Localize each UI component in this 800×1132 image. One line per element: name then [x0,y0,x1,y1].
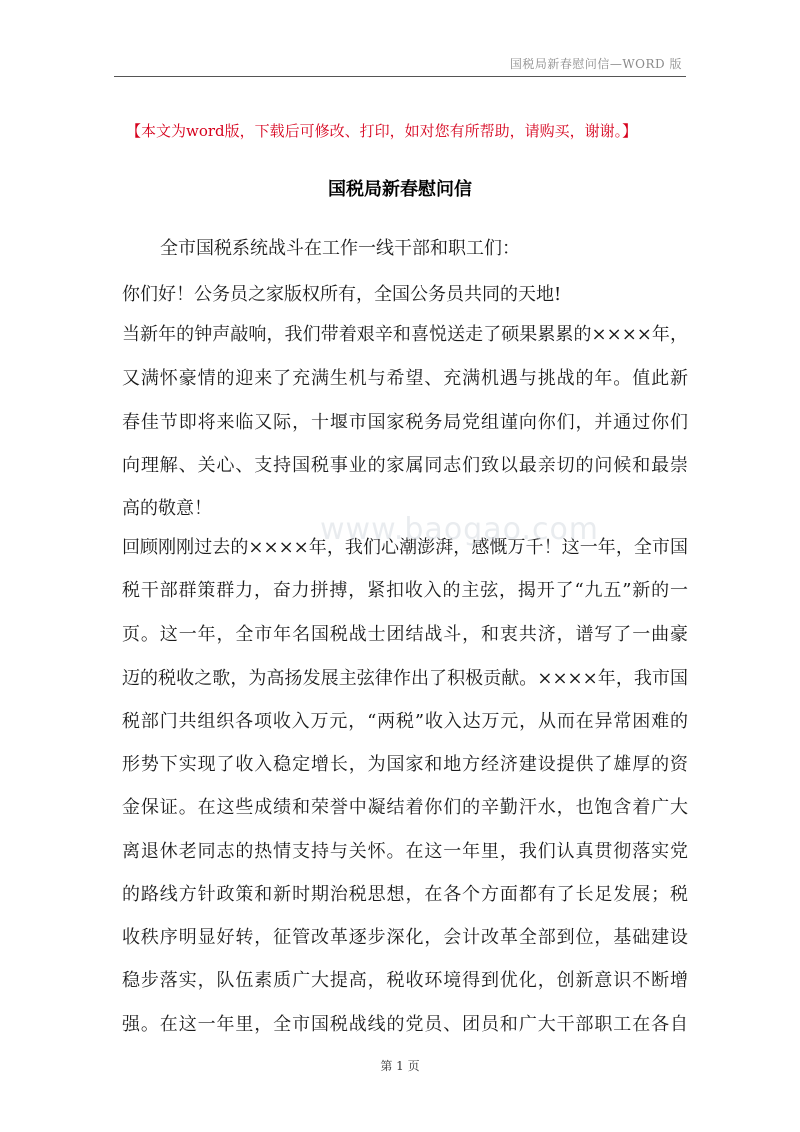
body-line: 形势下实现了收入稳定增长，为国家和地方经济建设提供了雄厚的资 [122,754,688,775]
body-line: 金保证。在这些成绩和荣誉中凝结着你们的辛勤汗水，也饱含着广大 [122,797,688,818]
salutation: 全市国税系统战斗在工作一线干部和职工们： [160,238,520,259]
body-line: 税干部群策群力，奋力拼搏，紧扣收入的主弦，揭开了“九五”新的一 [122,580,688,601]
body-line: 收秩序明显好转，征管改革逐步深化，会计改革全部到位，基础建设 [122,927,688,948]
body-line: 离退休老同志的热情支持与关怀。在这一年里，我们认真贯彻落实党 [122,841,688,862]
watermark: www.baogao.com [320,512,600,547]
body-line: 回顾刚刚过去的××××年，我们心潮澎湃，感慨万千！这一年，全市国 [122,537,688,558]
body-line: 税部门共组织各项收入万元，“两税”收入达万元，从而在异常困难的 [122,711,688,732]
body-line: 的路线方针政策和新时期治税思想，在各个方面都有了长足发展；税 [122,884,688,905]
body-line: 春佳节即将来临又际，十堰市国家税务局党组谨向你们，并通过你们 [122,412,688,433]
body-line: 你们好！公务员之家版权所有，全国公务员共同的天地! [122,284,562,305]
body-line: 当新年的钟声敲响，我们带着艰辛和喜悦送走了硕果累累的××××年， [122,324,688,345]
body-line: 高的敬意！ [122,498,212,519]
body-line: 迈的税收之歌，为高扬发展主弦律作出了积极贡献。××××年，我市国 [122,668,688,689]
body-line: 向理解、关心、支持国税事业的家属同志们致以最亲切的问候和最崇 [122,455,688,476]
body-line: 页。这一年，全市年名国税战士团结战斗，和衷共济，谱写了一曲豪 [122,624,688,645]
running-header: 国税局新春慰问信—WORD 版 [509,57,682,71]
document-title: 国税局新春慰问信 [328,179,472,200]
body-line: 稳步落实，队伍素质广大提高，税收环境得到优化，创新意识不断增 [122,970,688,991]
page-number: 第 1 页 [380,1059,420,1073]
body-line: 强。在这一年里，全市国税战线的党员、团员和广大干部职工在各自 [122,1014,688,1035]
body-line: 又满怀豪情的迎来了充满生机与希望、充满机遇与挑战的年。值此新 [122,368,688,389]
header-divider [114,76,686,77]
purchase-notice: 【本文为word版，下载后可修改、打印，如对您有所帮助，请购买，谢谢。】 [126,122,638,140]
